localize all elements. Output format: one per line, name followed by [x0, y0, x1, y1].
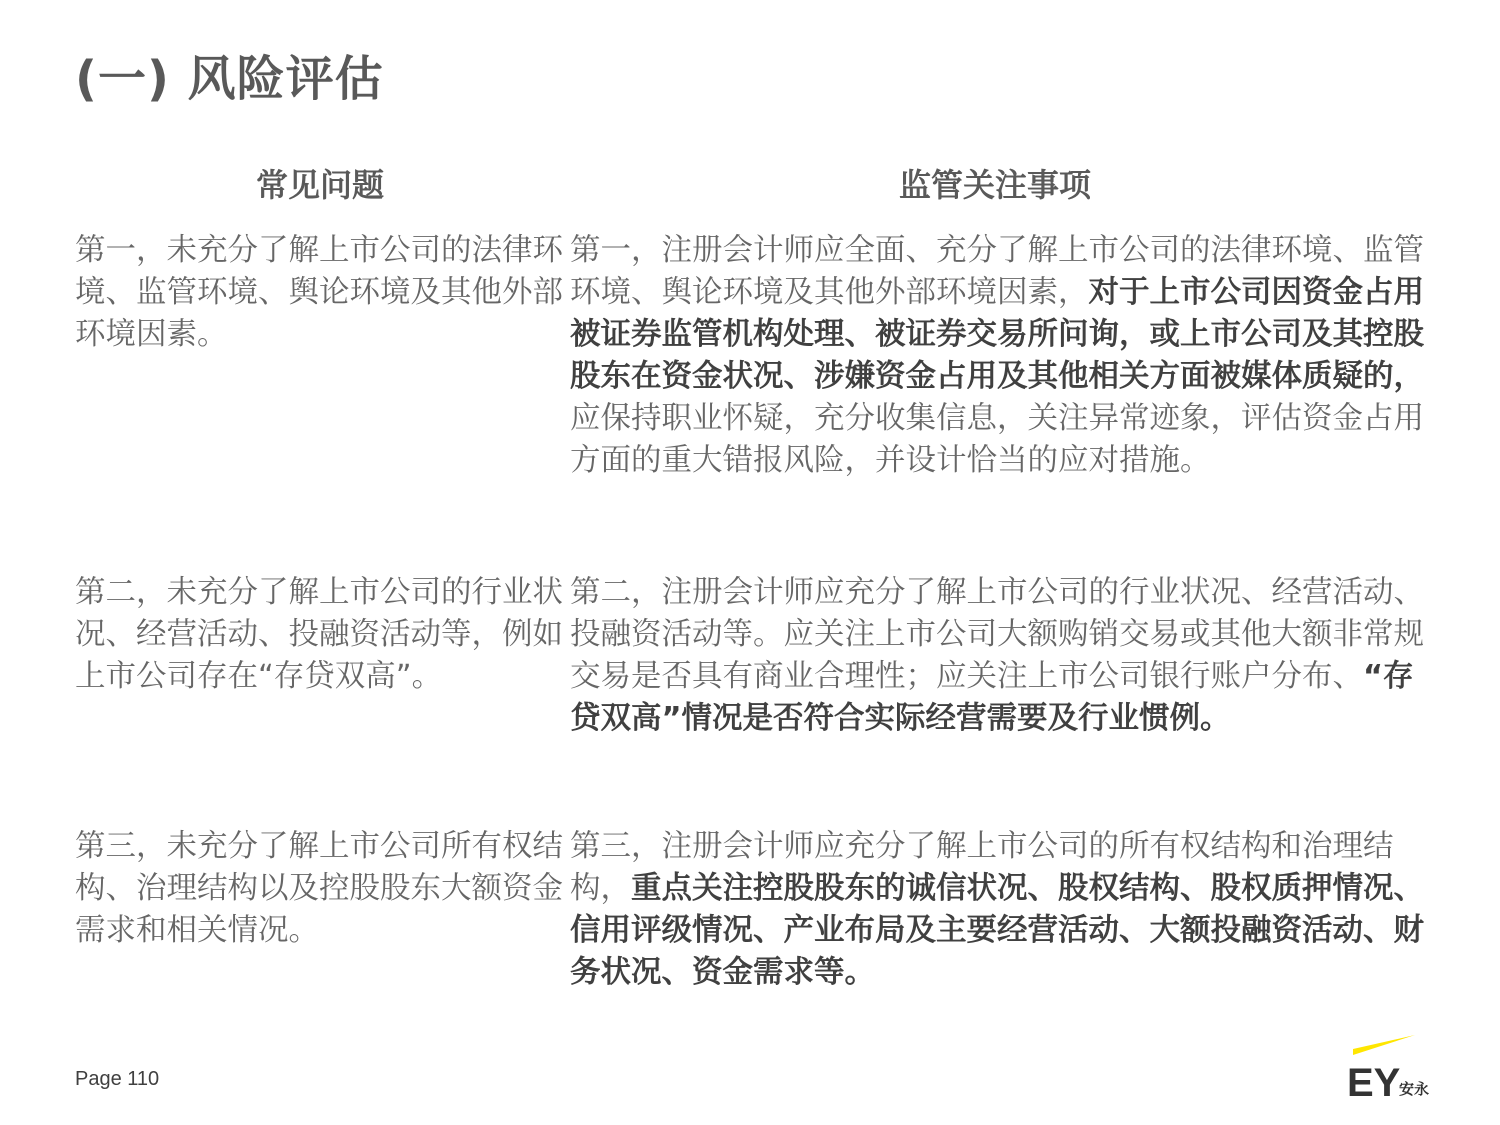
page-title: (一) 风险评估	[75, 51, 384, 107]
issue-2-text: 第二，未充分了解上市公司的行业状况、经营活动、投融资活动等，例如上市公司存在“存贷双高”。	[75, 575, 563, 694]
ey-logo-sub: 安永	[1399, 1080, 1430, 1098]
issue-3-text: 第三，未充分了解上市公司所有权结构、治理结构以及控股股东大额资金需求和相关情况。	[75, 829, 563, 948]
page-number: Page 110	[75, 1068, 160, 1090]
focus-2	[570, 572, 1430, 740]
focus-2-text-a: 第二，注册会计师应充分了解上市公司的行业状况、经营活动、投融资活动等。应关注上市公司大额购销交易或其他大额非常规交易是否具有商业合理性；应关注上市公司银行账户分布、	[570, 575, 1424, 694]
ey-logo-text: EY	[1347, 1061, 1401, 1100]
ey-logo-icon	[1345, 1030, 1445, 1100]
focus-1-text-a: 第一，注册会计师应全面、充分了解上市公司的法律环境、监管环境、舆论环境及其他外部环境因素，	[570, 233, 1424, 310]
issue-1-text: 第一，未充分了解上市公司的法律环境、监管环境、舆论环境及其他外部环境因素。	[75, 233, 563, 352]
focus-1-text-b: 应保持职业怀疑，充分收集信息，关注异常迹象，评估资金占用方面的重大错报风险，并设计恰当的应对措施。	[570, 401, 1424, 478]
issue-3	[75, 826, 565, 952]
issue-1	[75, 230, 565, 356]
issue-2	[75, 572, 565, 698]
focus-3	[570, 826, 1430, 994]
ey-logo-beam	[1353, 1035, 1415, 1055]
header-regulatory-focus: 监管关注事项	[898, 166, 1091, 204]
focus-3-text-bold: 重点关注控股股东的诚信状况、股权结构、股权质押情况、信用评级情况、产业布局及主要经营活动、大额投融资活动、财务状况、资金需求等。	[570, 871, 1424, 990]
focus-1	[570, 230, 1430, 482]
focus-2-text-bold: “存贷双高”情况是否符合实际经营需要及行业惯例。	[570, 659, 1414, 736]
focus-1-text-bold: 对于上市公司因资金占用被证券监管机构处理、被证券交易所问询，或上市公司及其控股股东在资金状况、涉嫌资金占用及其他相关方面被媒体质疑的，	[570, 275, 1424, 394]
focus-3-text-a: 第三，注册会计师应充分了解上市公司的所有权结构和治理结构，	[570, 829, 1394, 906]
header-common-issues: 常见问题	[255, 166, 384, 204]
